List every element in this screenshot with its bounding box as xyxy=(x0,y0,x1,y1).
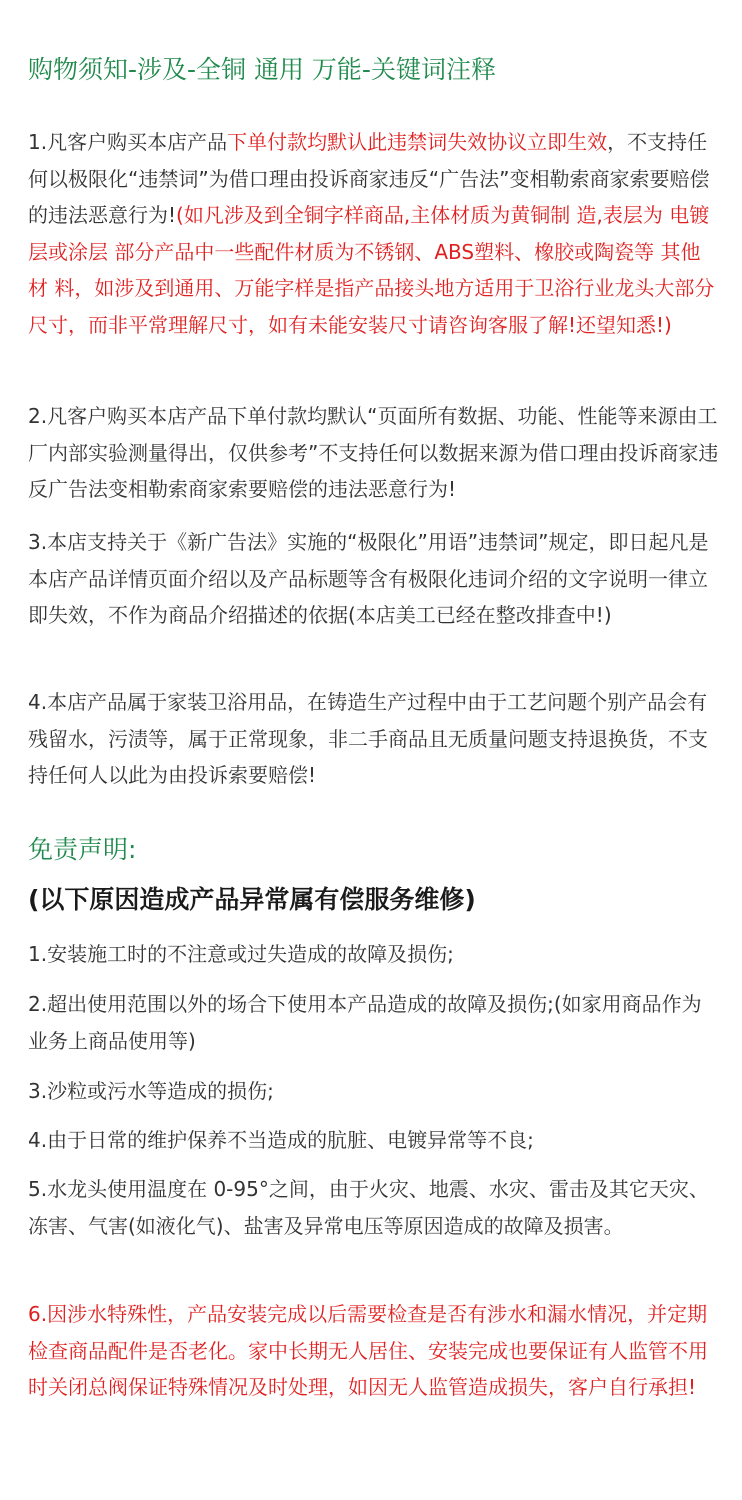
notice-item-1 xyxy=(28,124,720,343)
disclaimer-subtitle: (以下原因造成产品异常属有偿服务维修) xyxy=(28,885,476,914)
disclaimer-item-2: 2.超出使用范围以外的场合下使用本产品造成的故障及损伤;(如家用商品作为业务上商品使用等) xyxy=(28,992,702,1053)
notice-item-1-warning: (如凡涉及到全铜字样商品,主体材质为黄铜制 造,表层为 电镀层或涂层 部分产品中一些配件材质为不锈钢、ABS塑料、橡胶或陶瓷等 其他材 料，如涉及到通用、万能字样是指产品接头地方适用于卫浴行业龙头大部分尺寸，而非平常理解尺寸，如有未能安装尺寸请咨询客服了解!还望知悉!) xyxy=(28,203,715,337)
notice-item-3: 3.本店支持关于《新广告法》实施的“极限化”用语”违禁词”规定，即日起凡是本店产品详情页面介绍以及产品标题等含有极限化违词介绍的文字说明一律立即失效，不作为商品介绍描述的依据(本店美工已经在整改排查中!) xyxy=(28,530,709,627)
disclaimer-title: 免责声明: xyxy=(28,835,137,864)
notice-item-1-lead: 1.凡客户购买本店产品 xyxy=(28,130,228,154)
disclaimer-item-5: 5.水龙头使用温度在 0-95°之间，由于火灾、地震、水灾、雷击及其它天灾、冻害、气害(如液化气)、盐害及异常电压等原因造成的故障及损害。 xyxy=(28,1177,709,1238)
notice-title: 购物须知-涉及-全铜 通用 万能-关键词注释 xyxy=(28,55,496,84)
disclaimer-item-1: 1.安装施工时的不注意或过失造成的故障及损伤; xyxy=(28,942,454,966)
disclaimer-item-3: 3.沙粒或污水等造成的损伤; xyxy=(28,1079,274,1103)
notice-item-1-highlight: 下单付款均默认此违禁词失效协议立即生效 xyxy=(227,130,608,154)
notice-item-2: 2.凡客户购买本店产品下单付款均默认“页面所有数据、功能、性能等来源由工厂内部实验测量得出，仅供参考”不支持任何以数据来源为借口理由投诉商家违 反广告法变相勒索商家索要赔偿的违法恶意行为! xyxy=(28,404,719,501)
disclaimer-item-4: 4.由于日常的维护保养不当造成的肮脏、电镀异常等不良; xyxy=(28,1128,534,1152)
disclaimer-item-6-warning: 6.因涉水特殊性，产品安装完成以后需要检查是否有涉水和漏水情况，并定期检查商品配件是否老化。家中长期无人居住、安装完成也要保证有人监管不用时关闭总阀保证特殊情况及时处理，如因无人监管造成损失，客户自行承担! xyxy=(28,1302,708,1399)
notice-item-1-body: ，不支持任何以极限化“违禁词”为借口理由投诉商家违反“广告法”变相勒索商家索要赔偿的违法恶意行为! xyxy=(28,130,710,227)
notice-item-4: 4.本店产品属于家装卫浴用品，在铸造生产过程中由于工艺问题个别产品会有残留水，污渍等，属于正常现象，非二手商品且无质量问题支持退换货，不支持任何人以此为由投诉索要赔偿! xyxy=(28,690,708,787)
